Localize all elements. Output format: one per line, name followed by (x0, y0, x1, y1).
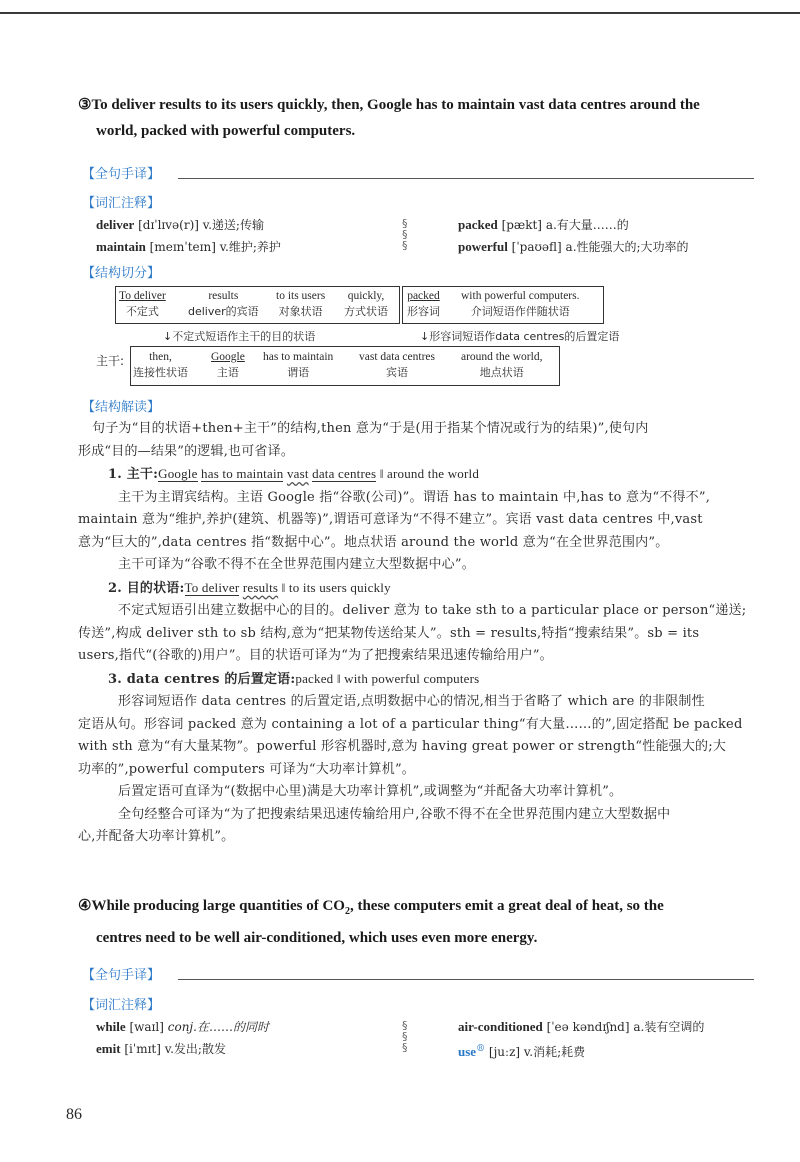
vocab-pron: [dɪˈlɪvə(r)] (138, 218, 199, 232)
part-adverbial: ‖ around the world (376, 466, 480, 481)
structure-explain-label (82, 396, 160, 415)
bracket-close: 】 (147, 968, 161, 983)
cell-zh: deliver的宾语 (188, 305, 259, 318)
sentence-4 (78, 893, 758, 951)
vocab-notes-label-3 (82, 192, 160, 211)
vocab-pron: [ˈeə kəndɪʃnd] (546, 1020, 630, 1034)
note-attributive-text: 形容词短语作data centres的后置定语 (429, 330, 620, 343)
cell-en: with powerful computers. (461, 290, 580, 302)
vocab-pron: [pækt] (501, 218, 542, 232)
structure-cell (119, 288, 166, 320)
part-rest: ‖ to its users quickly (278, 579, 391, 595)
vocab-word: maintain (96, 239, 146, 254)
vocab-def: v.消耗;耗费 (523, 1045, 586, 1059)
vocab-def: conj.在……的同时 (167, 1020, 269, 1034)
cell-zh: 不定式 (125, 305, 159, 318)
para-line: 不定式短语引出建立数据中心的目的。deliver 意为 to take sth to a particular place or person“递送; (118, 603, 747, 618)
cell-en: vast data centres (359, 351, 435, 363)
part-infinitive: To deliver (184, 579, 240, 595)
structure-explain-text: 结构解读 (95, 400, 148, 415)
cell-en: results (208, 290, 239, 302)
para-line: users,指代“(谷歌的)用户”。目的状语可译为“为了把搜索结果迅速传输给用户”。 (78, 648, 553, 663)
note-purpose: ↓不定式短语作主干的目的状语 (163, 330, 316, 343)
bracket-open: 【 (82, 266, 96, 281)
cell-en: to its users (276, 290, 326, 302)
vocab-word: use (458, 1044, 477, 1059)
vocab-entry (458, 1016, 704, 1038)
heading-label: 2. 目的状语: (108, 580, 185, 596)
heading-label: 3. data centres 的后置定语: (108, 671, 296, 687)
vocab-def: v.发出;散发 (164, 1042, 226, 1056)
bracket-close: 】 (147, 167, 161, 182)
vocab-def: a.有大量……的 (545, 218, 629, 232)
structure-cell (407, 288, 440, 320)
para-line: 传送”,构成 deliver sth to sb 结构,意为“把某物传送给某人”。sth = results,特指“搜索结果”。sb = its (78, 625, 700, 641)
vocab-notes-label-4 (82, 994, 160, 1013)
bracket-close: 】 (147, 998, 161, 1013)
vocab-notes-text: 词汇注释 (95, 998, 148, 1013)
structure-box-purpose (115, 286, 400, 324)
para-line: 全句经整合可译为“为了把搜索结果迅速传输给用户,谷歌不得不在全世界范围内建立大型数据中 (118, 806, 671, 822)
main-label: 主干: (96, 354, 125, 368)
structure-split-text: 结构切分 (95, 266, 148, 281)
translation-blank-4[interactable] (178, 979, 754, 980)
para-line: 形容词短语作 data centres 的后置定语,点明数据中心的情况,相当于省略了 which are 的非限制性 (118, 694, 705, 709)
part-subject: Google (158, 466, 198, 481)
vocab-pron: [meɪnˈteɪn] (149, 240, 216, 254)
bracket-close: 】 (147, 266, 161, 281)
vocab-def: a.装有空调的 (633, 1020, 705, 1034)
heading-main-clause (92, 463, 758, 487)
cell-zh: 方式状语 (344, 305, 388, 318)
bracket-open: 【 (82, 998, 96, 1013)
para-line: maintain 意为“维护,养护(建筑、机器等)”,谓语可意译为“不得不建立”。宾语 vast data centres 中,vast (78, 512, 703, 527)
vocab-word: emit (96, 1041, 121, 1056)
heading-label: 1. 主干: (108, 467, 159, 482)
sentence-3-number: ③ (78, 97, 92, 113)
cell-en: To deliver (119, 290, 166, 302)
top-rule (0, 12, 800, 14)
vocab-entry (96, 1038, 226, 1060)
translation-blank-3[interactable] (178, 178, 754, 179)
bracket-open: 【 (82, 196, 96, 211)
bracket-open: 【 (82, 167, 96, 182)
full-translation-label-3 (82, 163, 160, 182)
sentence-3-line1: To deliver results to its users quickly, then, Google has to maintain vast data centres around the (91, 97, 700, 113)
cell-en: quickly, (347, 290, 385, 302)
vocab-entry (458, 214, 629, 236)
vocab-entry (96, 1016, 269, 1038)
sentence-3-line2: world, packed with powerful computers. (96, 123, 356, 139)
squiggle-divider: § § § (402, 217, 408, 252)
vocab-word: deliver (96, 217, 135, 232)
part-object: results (242, 579, 279, 595)
note-purpose-text: 不定式短语作主干的目的状语 (172, 330, 316, 343)
vocab-word: air-conditioned (458, 1019, 543, 1034)
structure-cell (133, 349, 188, 381)
vocab-pron: [ˈpaʊəfl] (511, 240, 562, 254)
cell-zh: 谓语 (287, 366, 310, 379)
cell-zh: 形容词 (407, 305, 440, 318)
para-line: 定语从句。形容词 packed 意为 containing a lot of a particular thing“有大量……的”,固定搭配 be packed (78, 716, 743, 732)
vocab-entry (458, 236, 689, 258)
vocab-word: packed (458, 217, 498, 232)
structure-cell (461, 349, 542, 381)
para-line: 句子为“目的状语+then+主干”的结构,then 意为“于是(用于指某个情况或行为的结果)”,使句内 (92, 421, 649, 436)
structure-cell (359, 349, 435, 381)
structure-cell (461, 288, 580, 320)
cell-zh: 宾语 (386, 366, 408, 379)
sentence-4-line1a: While producing large quantities of CO (91, 898, 345, 914)
sentence-4-line2: centres need to be well air-conditioned, which uses even more energy. (96, 930, 538, 946)
vocab-word: while (96, 1019, 126, 1034)
structure-cell (276, 288, 325, 320)
vocab-notes-text: 词汇注释 (95, 196, 148, 211)
vocab-def: v.递送;传输 (202, 218, 264, 232)
cell-zh: 对象状语 (278, 305, 323, 318)
structure-split-label (82, 262, 160, 281)
para-line: with sth 意为“有大量某物”。powerful 形容机器时,意为 having great power or strength“性能强大的;大 (78, 739, 727, 754)
cell-en: Google (211, 351, 245, 363)
bracket-open: 【 (82, 968, 96, 983)
full-translation-text: 全句手译 (95, 968, 148, 983)
cell-en: packed (407, 290, 440, 302)
para-line: 功率的”,powerful computers 可译为“大功率计算机”。 (78, 761, 415, 777)
sentence-3 (78, 92, 758, 144)
structure-box-main (130, 346, 560, 386)
vocab-word: powerful (458, 239, 508, 254)
vocab-pron: [juːz] (488, 1045, 521, 1059)
cell-zh: 介词短语作伴随状语 (470, 305, 570, 318)
sentence-4-sub: 2 (344, 906, 350, 917)
heading-attributive (92, 668, 758, 692)
vocab-entry (96, 236, 281, 258)
para-line: 主干可译为“谷歌不得不在全世界范围内建立大型数据中心”。 (118, 557, 475, 572)
cell-zh: 连接性状语 (133, 366, 188, 379)
vocab-def: a.性能强大的;大功率的 (565, 240, 689, 254)
cell-en: then, (149, 351, 172, 363)
bracket-close: 】 (147, 196, 161, 211)
page-number: 86 (66, 1106, 82, 1123)
bracket-close: 】 (147, 400, 161, 415)
part-predicate: has to maintain (201, 466, 284, 481)
cell-zh: 地点状语 (479, 366, 524, 379)
heading-purpose (92, 577, 758, 601)
para-line: 心,并配备大功率计算机”。 (78, 829, 235, 844)
part-object-adj: vast (286, 466, 309, 481)
structure-cell (188, 288, 259, 320)
para-line: 意为“巨大的”,data centres 指“数据中心”。地点状语 around the world 意为“在全世界范围内”。 (78, 534, 669, 550)
cell-en: around the world, (461, 351, 543, 363)
vocab-entry (458, 1038, 585, 1063)
vocab-pron: [iˈmɪt] (124, 1042, 161, 1056)
note-attributive: ↓形容词短语作data centres的后置定语 (420, 330, 620, 343)
sentence-4-line1b: , these computers emit a great deal of heat, so the (349, 898, 664, 914)
bracket-open: 【 (82, 400, 96, 415)
cell-zh: 主语 (216, 366, 239, 379)
vocab-pron: [waɪl] (129, 1020, 164, 1034)
explanation-body (78, 418, 758, 849)
vocab-entry (96, 214, 264, 236)
structure-cell (344, 288, 388, 320)
cell-en: has to maintain (263, 351, 334, 363)
squiggle-divider: § § § (402, 1019, 408, 1054)
vocab-def: v.维护;养护 (219, 240, 281, 254)
full-translation-text: 全句手译 (95, 167, 148, 182)
structure-cell (211, 349, 245, 381)
vocab-badge: ® (476, 1044, 486, 1054)
structure-box-attributive (402, 286, 604, 324)
heading-rest: packed ‖ with powerful computers (295, 670, 480, 686)
para-line: 主干为主谓宾结构。主语 Google 指“谷歌(公司)”。谓语 has to maintain 中,has to 意为“不得不”, (118, 489, 711, 505)
part-object: data centres (312, 466, 377, 481)
para-line: 后置定语可直译为“(数据中心里)满是大功率计算机”,或调整为“并配备大功率计算机”。 (118, 784, 623, 799)
structure-cell (263, 349, 333, 381)
para-line: 形成“目的—结果”的逻辑,也可省译。 (78, 443, 295, 459)
full-translation-label-4 (82, 964, 160, 983)
sentence-4-number: ④ (78, 898, 92, 914)
